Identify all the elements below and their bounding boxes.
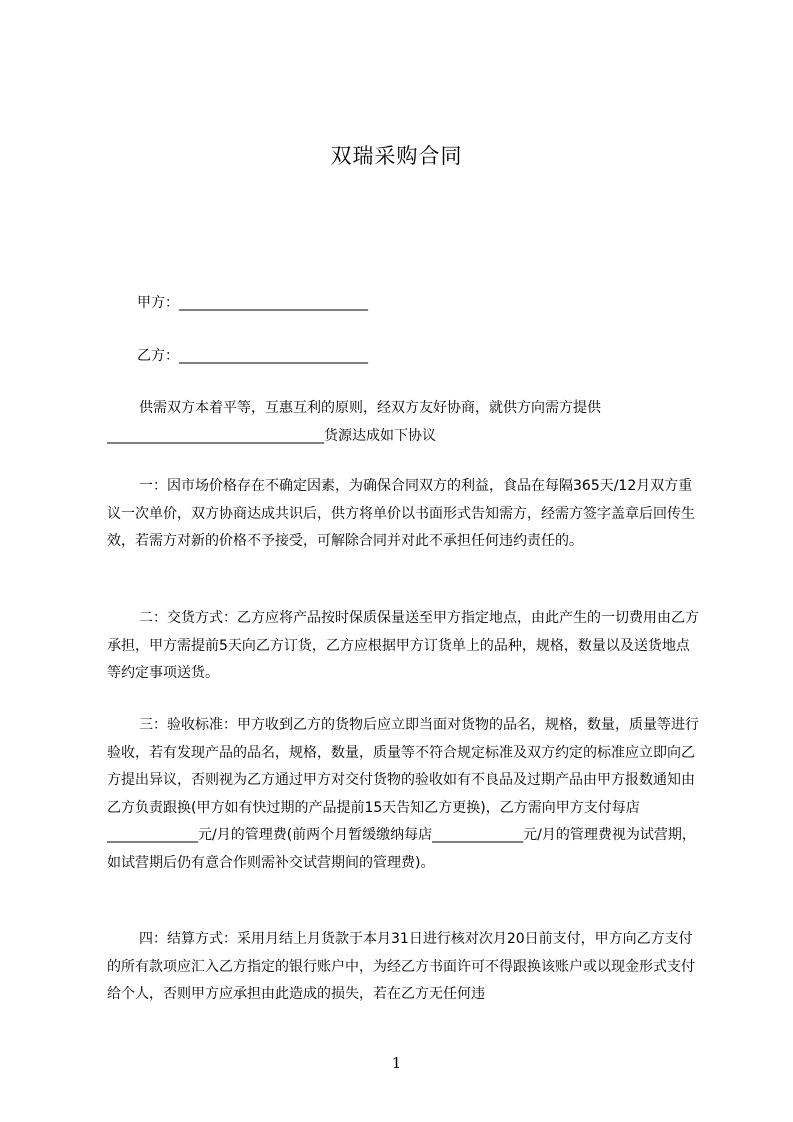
clause-two-paragraph: 二：交货方式：乙方应将产品按时保质保量送至甲方指定地点，由此产生的一切费用由乙方承担，甲方需提前5天向乙方订货，乙方应根据甲方订货单上的品种，规格，数量以及送货地点等约定事项送货。 [107,610,699,681]
party-a-line: 甲方：___________________________ [137,295,368,311]
intro-paragraph: 供需双方本着平等，互惠互利的原则，经双方友好协商，就供方向需方提供_______________________________货源达成如下协议 [107,400,601,444]
page-number: 1 [391,1054,402,1072]
document-title: 双瑞采购合同 [330,144,463,168]
clause-one-paragraph: 一：因市场价格存在不确定因素，为确保合同双方的利益，食品在每隔365天/12月双方重议一次单价，双方协商达成共识后，供方将单价以书面形式告知需方，经需方签字盖章后回传生效，若需方对新的价格不予接受，可解除合同并对此不承担任何违约责任的。 [107,478,695,549]
clause-three-paragraph: 三：验收标准：甲方收到乙方的货物后应立即当面对货物的品名，规格，数量，质量等进行验收，若有发现产品的品名，规格，数量，质量等不符合规定标准及双方约定的标准应立即向乙方提出异议，否则视为乙方通过甲方对交付货物的验收如有不良品及过期产品由甲方报数通知由乙方负责跟换(甲方如有快过期的产品提前15天告知乙方更换)，乙方需向甲方支付每店_____________元/月的管理费(前两个月暂缓缴纳每店_____________元/月的管理费视为试营期，如试营期后仍有意合作则需补交试营期间的管理费)。 [107,717,699,871]
clause-four-paragraph: 四：结算方式：采用月结上月货款于本月31日进行核对次月20日前支付，甲方向乙方支付的所有款项应汇入乙方指定的银行账户中，为经乙方书面许可不得跟换该账户或以现金形式支付给个人，否则甲方应承担由此造成的损失，若在乙方无任何违 [107,931,695,1002]
party-b-line: 乙方：___________________________ [137,348,368,364]
